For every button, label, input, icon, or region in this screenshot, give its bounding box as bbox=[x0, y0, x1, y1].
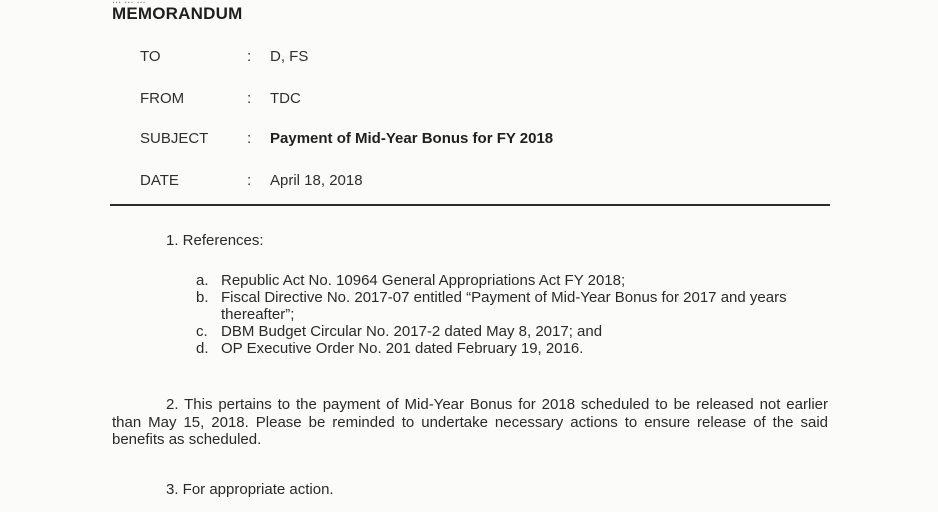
reference-text: Fiscal Directive No. 2017-07 entitled “Payment of Mid-Year Bonus for 2017 and years thereafter”; bbox=[221, 289, 787, 323]
reference-marker: a. bbox=[196, 272, 209, 289]
header-cutoff-text: ... ... ... bbox=[112, 0, 146, 6]
reference-text: OP Executive Order No. 201 dated February 19, 2016. bbox=[221, 340, 584, 357]
colon: : bbox=[247, 90, 252, 107]
reference-item bbox=[196, 272, 836, 289]
colon: : bbox=[247, 172, 252, 189]
references-list bbox=[196, 272, 836, 357]
paragraph-1: 1. References: bbox=[166, 232, 264, 249]
paragraph-2: 2. This pertains to the payment of Mid-Year Bonus for 2018 scheduled to be released not earlier than May 15, 2018. Please be reminded to undertake necessary actions to ensure release of the said benefits as scheduled. bbox=[112, 396, 828, 448]
reference-text: DBM Budget Circular No. 2017-2 dated May 8, 2017; and bbox=[221, 323, 603, 340]
colon: : bbox=[247, 130, 252, 147]
header-divider bbox=[110, 204, 830, 206]
from-label: FROM bbox=[140, 90, 185, 107]
reference-marker: d. bbox=[196, 340, 209, 357]
from-value: TDC bbox=[270, 90, 301, 107]
to-value: D, FS bbox=[270, 48, 309, 65]
to-label: TO bbox=[140, 48, 161, 65]
reference-text: Republic Act No. 10964 General Appropriations Act FY 2018; bbox=[221, 272, 626, 289]
date-label: DATE bbox=[140, 172, 179, 189]
reference-marker: b. bbox=[196, 289, 209, 306]
memo-title: MEMORANDUM bbox=[112, 4, 243, 23]
reference-item bbox=[196, 340, 836, 357]
reference-item bbox=[196, 323, 836, 340]
date-value: April 18, 2018 bbox=[270, 172, 363, 189]
paragraph-3: 3. For appropriate action. bbox=[166, 481, 334, 498]
reference-item bbox=[196, 289, 836, 323]
subject-label: SUBJECT bbox=[140, 130, 209, 147]
subject-value: Payment of Mid-Year Bonus for FY 2018 bbox=[270, 130, 554, 147]
colon: : bbox=[247, 48, 252, 65]
reference-marker: c. bbox=[196, 323, 208, 340]
